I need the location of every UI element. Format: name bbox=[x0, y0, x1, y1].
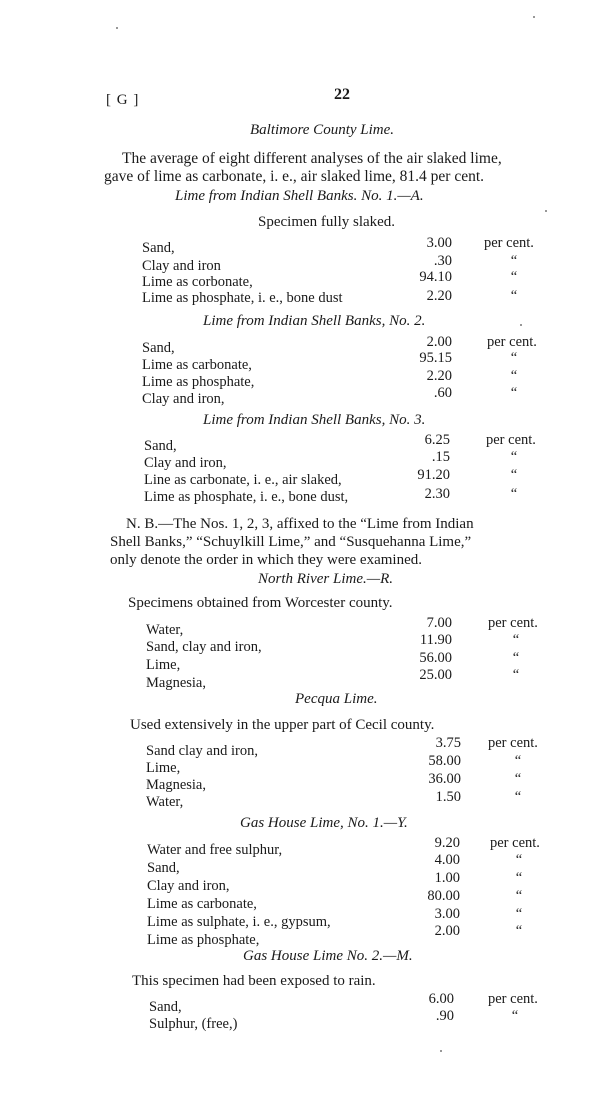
row-label: Sand, bbox=[144, 438, 177, 454]
row-label: Sand clay and iron, bbox=[146, 743, 258, 759]
row-value: 3.00 bbox=[426, 235, 452, 251]
row-label: Lime, bbox=[146, 657, 181, 673]
ditto-mark: “ bbox=[512, 667, 520, 683]
row-value: 95.15 bbox=[419, 350, 452, 366]
row-label: Sulphur, (free,) bbox=[149, 1016, 238, 1032]
table-row bbox=[144, 449, 564, 471]
ditto-mark: “ bbox=[515, 870, 523, 886]
row-value: 4.00 bbox=[434, 852, 460, 868]
row-value: 91.20 bbox=[417, 467, 450, 483]
row-value: 9.20 bbox=[434, 835, 460, 851]
table-row bbox=[146, 789, 566, 810]
table-row bbox=[146, 632, 566, 655]
row-label: Lime as sulphate, i. e., gypsum, bbox=[147, 914, 331, 930]
row-value: 1.00 bbox=[434, 870, 460, 886]
section-subheading: Specimen fully slaked. bbox=[258, 214, 396, 230]
row-label: Lime as carbonate, bbox=[147, 896, 257, 912]
row-unit: per cent. bbox=[488, 735, 538, 751]
row-value: .15 bbox=[431, 449, 450, 465]
row-value: 3.75 bbox=[435, 735, 461, 751]
row-label: Clay and iron bbox=[142, 258, 221, 274]
row-label: Lime as carbonate, bbox=[142, 357, 252, 373]
row-value: 6.25 bbox=[424, 432, 450, 448]
row-unit: per cent. bbox=[484, 235, 534, 251]
ditto-mark: “ bbox=[514, 753, 522, 769]
signature-mark: [ G ] bbox=[106, 92, 140, 108]
ditto-mark: “ bbox=[510, 269, 518, 285]
row-unit: per cent. bbox=[490, 835, 540, 851]
row-value: 2.20 bbox=[426, 288, 452, 304]
paragraph-line: gave of lime as carbonate, i. e., air slaked lime, 81.4 per cent. bbox=[104, 168, 485, 185]
section-heading-shell-banks-3: Lime from Indian Shell Banks, No. 3. bbox=[203, 412, 426, 428]
row-value: 2.30 bbox=[424, 486, 450, 502]
row-label: Lime as phosphate, bbox=[142, 374, 255, 390]
row-label: Lime as corbonate, bbox=[142, 274, 253, 290]
ditto-mark: “ bbox=[510, 288, 518, 304]
row-value: 1.50 bbox=[435, 789, 461, 805]
row-label: Lime as phosphate, i. e., bone dust, bbox=[144, 489, 349, 505]
ditto-mark: “ bbox=[510, 486, 518, 502]
ditto-mark: “ bbox=[512, 632, 520, 648]
ditto-mark: “ bbox=[510, 253, 518, 269]
row-label: Clay and iron, bbox=[142, 391, 225, 407]
paragraph-line: The average of eight different analyses of the air slaked lime, bbox=[122, 150, 502, 167]
row-label: Sand, clay and iron, bbox=[146, 639, 262, 655]
row-label: Sand, bbox=[142, 340, 175, 356]
row-value: 7.00 bbox=[426, 615, 452, 631]
ditto-mark: “ bbox=[511, 1008, 519, 1024]
ditto-mark: “ bbox=[514, 789, 522, 805]
row-label: Sand, bbox=[147, 860, 180, 876]
row-unit: per cent. bbox=[486, 432, 536, 448]
row-unit: per cent. bbox=[488, 991, 538, 1007]
row-label: Sand, bbox=[142, 240, 175, 256]
ditto-mark: “ bbox=[510, 368, 518, 384]
section-intro: This specimen had been exposed to rain. bbox=[132, 973, 376, 989]
section-heading-shell-banks-2: Lime from Indian Shell Banks, No. 2. bbox=[203, 313, 426, 329]
row-value: .90 bbox=[435, 1008, 454, 1024]
table-row bbox=[142, 385, 562, 407]
scan-speck bbox=[545, 210, 547, 212]
table-row bbox=[146, 771, 566, 793]
note-line: N. B.—The Nos. 1, 2, 3, affixed to the “Lime from Indian bbox=[126, 516, 474, 532]
row-label: Clay and iron, bbox=[147, 878, 230, 894]
ditto-mark: “ bbox=[510, 449, 518, 465]
table-row bbox=[147, 835, 567, 858]
table-row bbox=[142, 269, 562, 290]
section-heading-shell-banks-1: Lime from Indian Shell Banks. No. 1.—A. bbox=[175, 188, 424, 204]
table-row bbox=[144, 486, 564, 505]
table-row bbox=[144, 467, 564, 488]
row-label: Sand, bbox=[149, 999, 182, 1015]
row-value: .60 bbox=[433, 385, 452, 401]
scan-speck bbox=[116, 27, 118, 29]
table-row bbox=[144, 432, 564, 454]
row-label: Lime, bbox=[146, 760, 181, 776]
table-row bbox=[147, 888, 567, 912]
ditto-mark: “ bbox=[510, 350, 518, 366]
row-value: 94.10 bbox=[419, 269, 452, 285]
table-row bbox=[146, 667, 566, 691]
section-heading-baltimore: Baltimore County Lime. bbox=[250, 122, 395, 138]
row-value: .30 bbox=[433, 253, 452, 269]
table-row bbox=[142, 253, 562, 274]
section-intro: Used extensively in the upper part of Cecil county. bbox=[130, 717, 435, 733]
table-row bbox=[146, 615, 566, 638]
table-row bbox=[147, 870, 567, 894]
section-heading-gas-house-1: Gas House Lime, No. 1.—Y. bbox=[240, 815, 408, 831]
ditto-mark: “ bbox=[515, 888, 523, 904]
row-label: Clay and iron, bbox=[144, 455, 227, 471]
table-row bbox=[147, 906, 567, 930]
row-label: Line as carbonate, i. e., air slaked, bbox=[144, 472, 342, 488]
row-label: Magnesia, bbox=[146, 675, 206, 691]
ditto-mark: “ bbox=[514, 771, 522, 787]
ditto-mark: “ bbox=[515, 906, 523, 922]
row-value: 80.00 bbox=[427, 888, 460, 904]
row-value: 36.00 bbox=[428, 771, 461, 787]
row-label: Lime as phosphate, i. e., bone dust bbox=[142, 290, 343, 306]
section-heading-north-river: North River Lime.—R. bbox=[258, 571, 393, 587]
table-row bbox=[142, 368, 562, 390]
table-row bbox=[146, 650, 566, 673]
table-row bbox=[142, 350, 562, 373]
row-label: Water, bbox=[146, 622, 184, 638]
row-label: Water, bbox=[146, 794, 184, 810]
section-intro: Specimens obtained from Worcester county. bbox=[128, 595, 393, 611]
row-value: 2.20 bbox=[426, 368, 452, 384]
table-row bbox=[142, 235, 562, 256]
row-unit: per cent. bbox=[488, 615, 538, 631]
row-value: 56.00 bbox=[419, 650, 452, 666]
section-heading-gas-house-2: Gas House Lime No. 2.—M. bbox=[243, 948, 413, 964]
ditto-mark: “ bbox=[512, 650, 520, 666]
table-row bbox=[146, 753, 566, 776]
table-row bbox=[142, 334, 562, 356]
scan-speck bbox=[533, 16, 535, 18]
row-value: 25.00 bbox=[419, 667, 452, 683]
ditto-mark: “ bbox=[510, 385, 518, 401]
row-value: 2.00 bbox=[434, 923, 460, 939]
row-value: 3.00 bbox=[434, 906, 460, 922]
note-line: Shell Banks,” “Schuylkill Lime,” and “Susquehanna Lime,” bbox=[110, 534, 472, 550]
table-row bbox=[147, 852, 567, 876]
page-number: 22 bbox=[334, 86, 350, 103]
row-value: 6.00 bbox=[428, 991, 454, 1007]
row-unit: per cent. bbox=[487, 334, 537, 350]
table-row bbox=[146, 735, 566, 759]
table-row bbox=[149, 1008, 569, 1032]
table-row bbox=[142, 290, 562, 306]
note-line: only denote the order in which they were examined. bbox=[110, 552, 422, 568]
ditto-mark: “ bbox=[515, 852, 523, 868]
row-label: Lime as phosphate, bbox=[147, 932, 260, 948]
scan-speck bbox=[440, 1050, 442, 1052]
row-value: 2.00 bbox=[426, 334, 452, 350]
row-value: 11.90 bbox=[419, 632, 452, 648]
row-label: Magnesia, bbox=[146, 777, 206, 793]
table-row bbox=[147, 923, 567, 948]
scan-speck bbox=[520, 324, 522, 326]
section-heading-pecqua: Pecqua Lime. bbox=[295, 691, 378, 707]
row-label: Water and free sulphur, bbox=[147, 842, 283, 858]
ditto-mark: “ bbox=[515, 923, 523, 939]
ditto-mark: “ bbox=[510, 467, 518, 483]
row-value: 58.00 bbox=[428, 753, 461, 769]
